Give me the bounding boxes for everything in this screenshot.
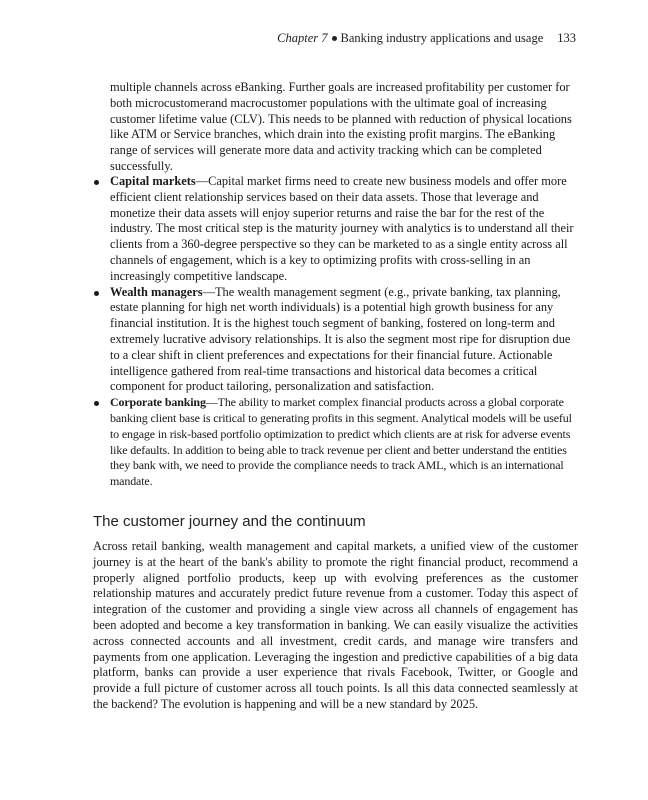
chapter-label: Chapter 7: [277, 31, 328, 45]
section-title: The customer journey and the continuum: [93, 513, 366, 530]
bullet-item-wealth-managers: [93, 285, 578, 396]
bullet-text: —The ability to market complex financial products across a global corporate banking client base is critical to generating profits in this segment. Analytical models will be useful to engage in risk-based portfolio optimization to predict which clients are at risk for adverse events like defaults. In addition to being able to track revenue per client and better understand the entities they bank with, we need to provide the compliance needs to track AML, which is an international mandate.: [110, 395, 572, 489]
body-paragraph: Across retail banking, wealth management and capital markets, a unified view of the customer journey is at the heart of the bank's ability to promote the right financial product, recommend a properly aligned portfolio products, keep up with evolving preferences as the customer relationship matures and accurately predict future revenue from a customer. Today this aspect of integration of the customer and providing a single view across all channels of engagement has been adopted and become a key transformation in banking. We can easily visualize the activities across connected accounts and all investment, credit cards, and manage wire transfers and payments from one application. Leveraging the ingestion and predictive capabilities of a big data platform, banks can provide a user experience that rivals Facebook, Twitter, or Google and provide a full picture of customer across all touch points. Is all this data connected seamlessly at the backend? The evolution is happening and will be a new standard by 2025.: [93, 539, 578, 711]
bullet-icon: [94, 180, 99, 185]
chapter-title: Banking industry applications and usage: [340, 31, 544, 45]
bullet-term: Wealth managers: [110, 284, 203, 299]
bullet-term: Capital markets: [110, 174, 196, 188]
bullet-separator-icon: [332, 36, 337, 41]
page-number: 133: [557, 31, 576, 45]
bullet-text: —Capital market firms need to create new business models and offer more efficient client relationship services based on their data assets. Those that leverage and monetize their data assets will enjoy superior returns and raise the bar for the rest of the industry. The most critical step is the maturity journey with analytics is to understand all their clients from a 360-degree perspective so they can be marketed to as a single entity across all channels of engagement, which is a key to optimizing profits with cross-selling in an increasingly competitive landscape.: [110, 174, 574, 283]
running-header: [277, 31, 576, 46]
bullet-item-capital-markets: [93, 174, 578, 285]
bullet-item-corporate-banking: [93, 395, 578, 490]
bullet-term: Corporate banking: [110, 395, 206, 410]
bullet-icon: [94, 291, 99, 296]
bullet-icon: [94, 401, 99, 406]
bullet-text: —The wealth management segment (e.g., private banking, tax planning, estate planning for high net worth individuals) is a potential high growth business for any financial institution. It is the highest touch segment of banking, fostered on long-term and extremely lucrative advisory relationships. It is also the segment most ripe for disruption due to a clear shift in client preferences and expectations for their financial future. Actionable intelligence gathered from real-time transactions and historical data becomes a critical component for product tailoring, personalization and satisfaction.: [110, 284, 571, 394]
bullet-list: [93, 174, 578, 490]
continuation-text: multiple channels across eBanking. Further goals are increased profitability per customer for both microcustomerand macrocustomer populations with the ultimate goal of increasing customer lifetime value (CLV). This needs to be planned with reduction of physical locations like ATM or Service branches, which drain into the existing profit margins. The eBanking range of services will generate more data and activity tracking which can be completed successfully.: [110, 80, 572, 173]
